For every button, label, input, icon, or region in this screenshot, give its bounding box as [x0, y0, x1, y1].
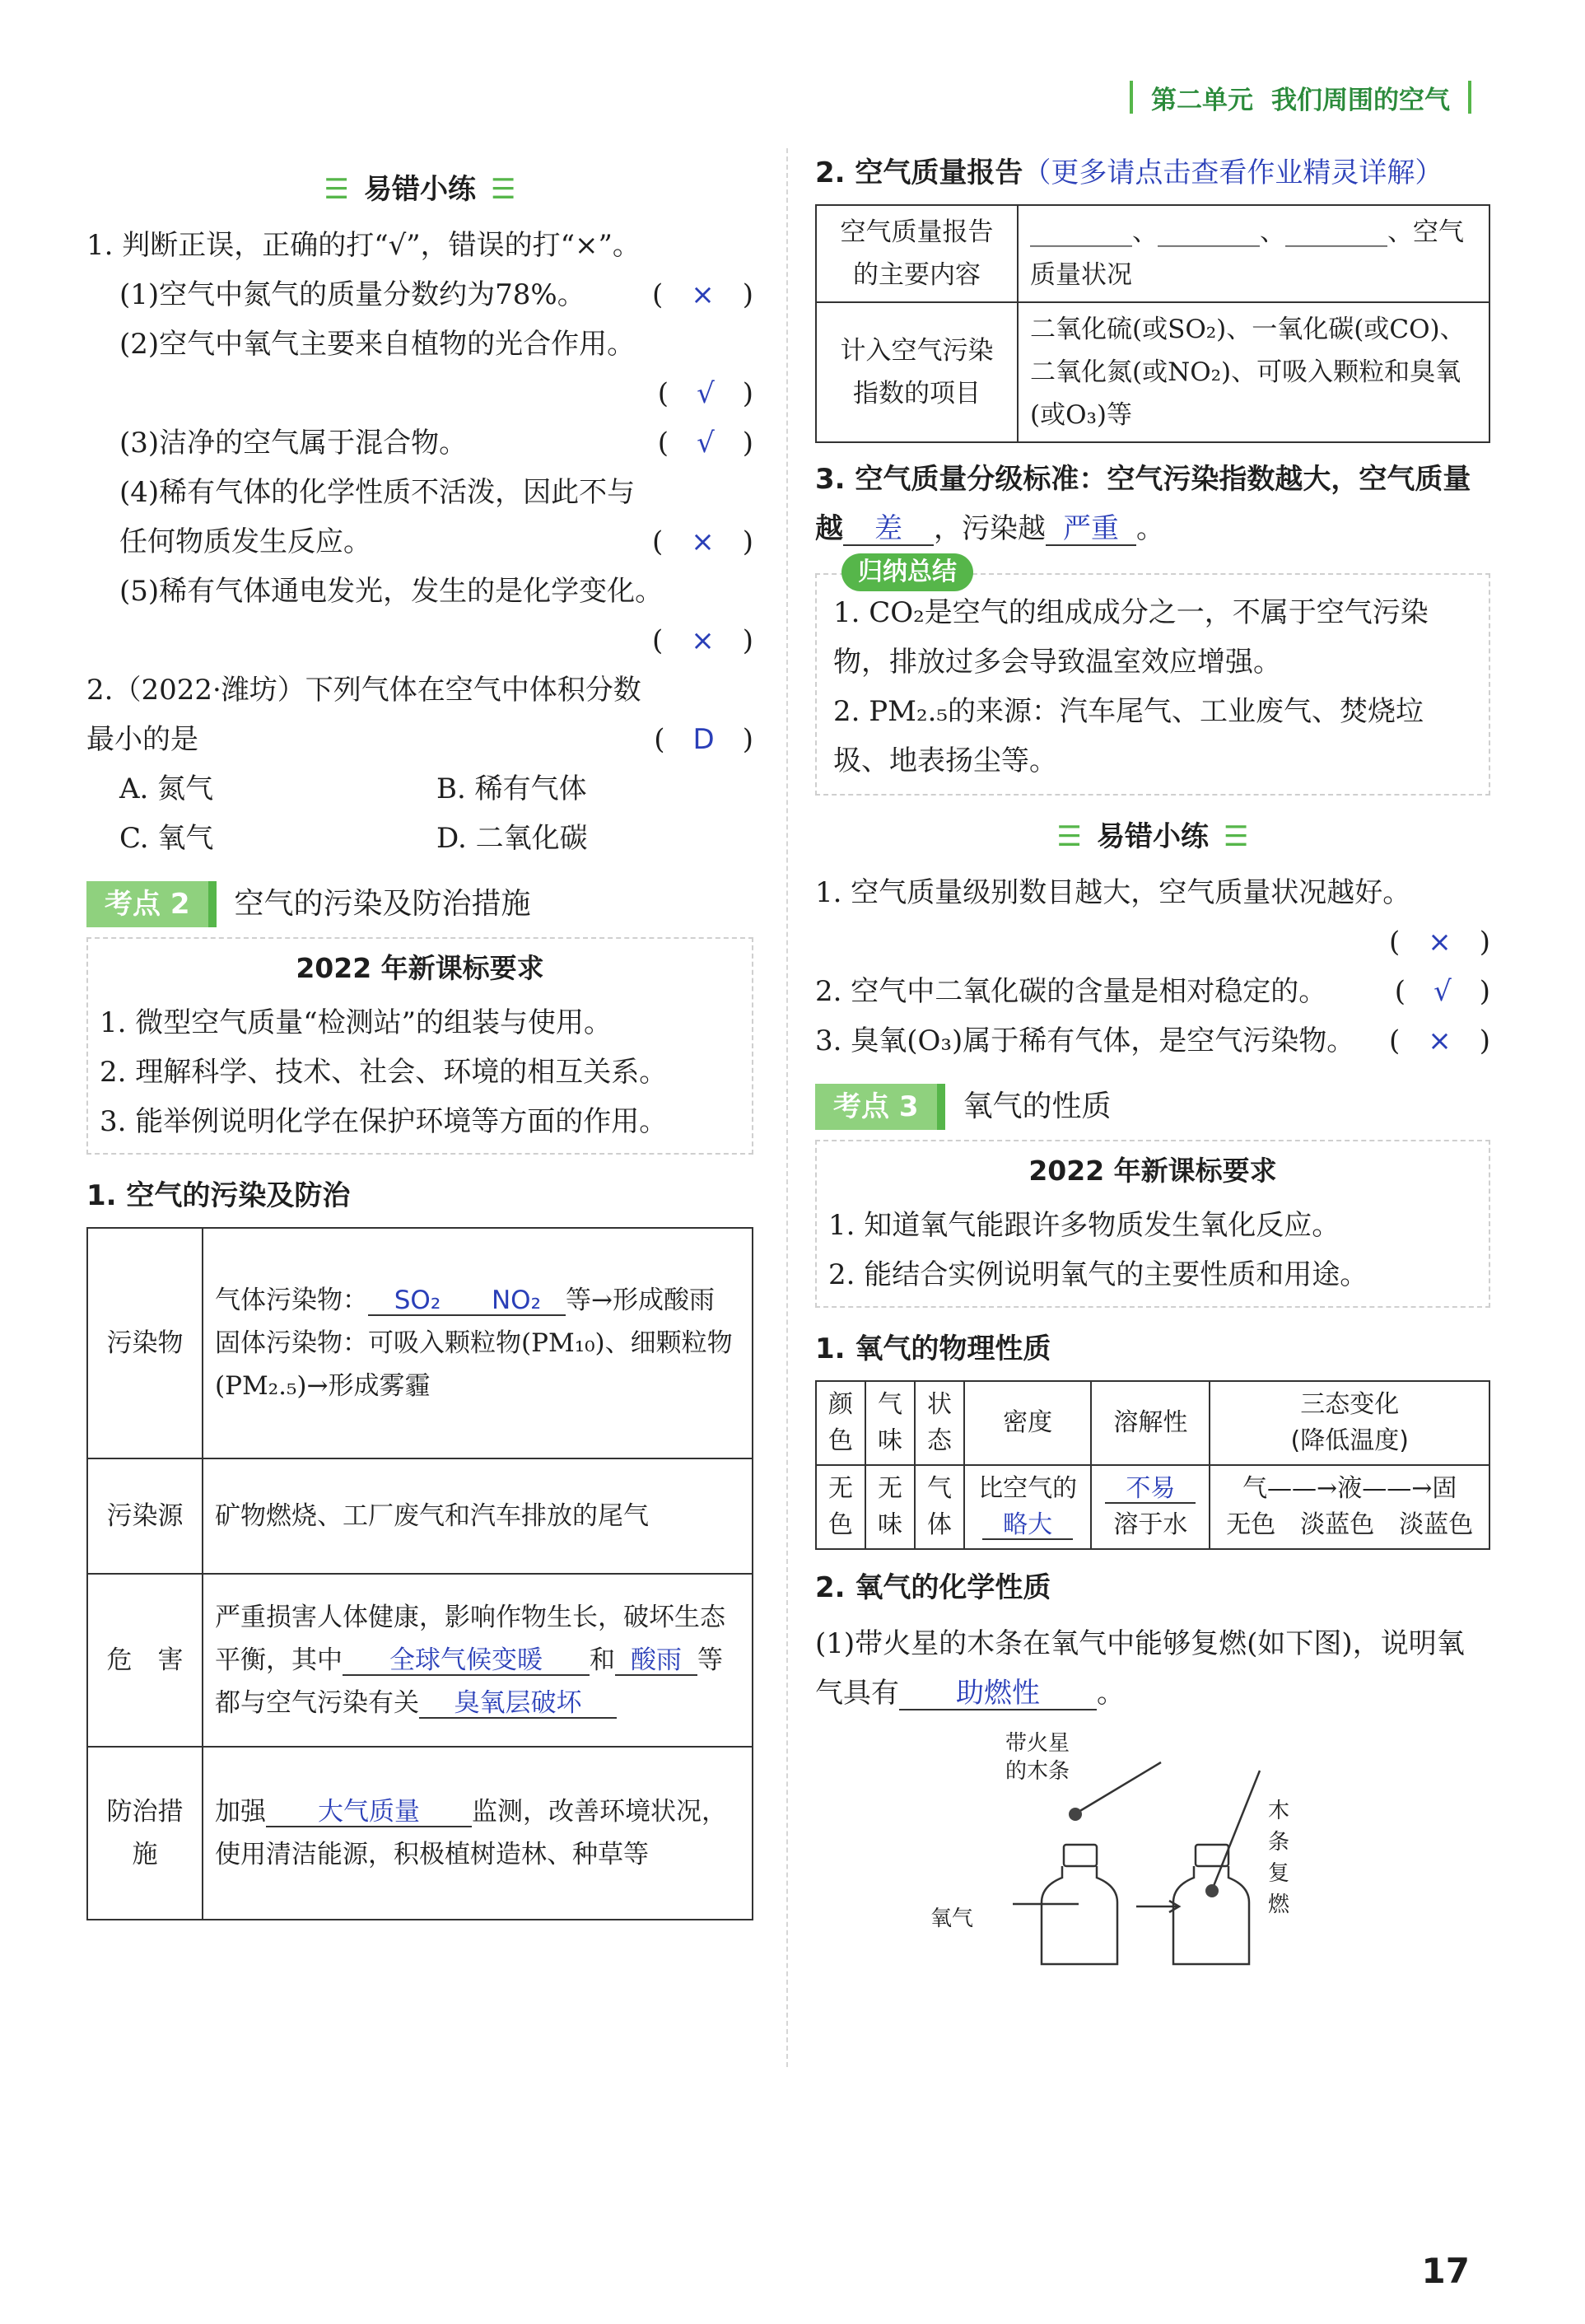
- section-heading: 2. 空气质量报告（更多请点击查看作业精灵详解）: [815, 156, 1443, 189]
- figure-label-relight: 木条复燃: [1268, 1799, 1290, 1917]
- easy2-answer-2: √: [1433, 975, 1452, 1008]
- answer-blank: 差: [843, 514, 934, 546]
- harm-cell: 严重损害人体健康，影响作物生长，破坏生态平衡，其中 全球气候变暖 和 酸雨 等都与空气污染有关 臭氧层破坏: [203, 1574, 753, 1747]
- q2-option-b: B. 稀有气体: [436, 772, 587, 805]
- solubility-cell: 不易 溶于水: [1091, 1465, 1210, 1549]
- answer-blank: 大气质量: [266, 1798, 472, 1827]
- key-point-tag: 考点 2: [86, 881, 217, 927]
- curriculum-requirements-box: [815, 1140, 1490, 1308]
- density-cell: 比空气的 略大: [964, 1465, 1091, 1549]
- table-header-row: [816, 1381, 1489, 1465]
- requirement-item: 1. 知道氧气能跟许多物质发生氧化反应。: [828, 1209, 1340, 1242]
- q1-item-2: (2)空气中氧气主要来自植物的光合作用。: [119, 328, 636, 361]
- row-label: 防治措施: [87, 1747, 203, 1920]
- grading-standard: 3. 空气质量分级标准：空气污染指数越大，空气质量越 差 ，污染越 严重 。: [815, 463, 1471, 545]
- bars-icon: ☰: [491, 173, 516, 206]
- state-change-cell: 气——→液——→固 无色 淡蓝色 淡蓝色: [1210, 1465, 1489, 1549]
- oxygen-experiment-figure: [914, 1729, 1375, 1976]
- table-row: [816, 205, 1489, 302]
- summary-box: [815, 558, 1490, 796]
- easy2-answer-1: ×: [1428, 926, 1452, 959]
- question-1-stem: 1. 判断正误，正确的打“√”，错误的打“×”。: [86, 229, 641, 262]
- section-heading: 1. 氧气的物理性质: [815, 1332, 1051, 1365]
- header-cell: 三态变化 (降低温度): [1210, 1381, 1489, 1465]
- header-cell: 气味: [865, 1381, 915, 1465]
- air-quality-report-table: [815, 204, 1490, 443]
- row-label: 污染源: [87, 1458, 203, 1574]
- header-cell: 状态: [915, 1381, 964, 1465]
- right-column: [815, 148, 1490, 1976]
- key-point-tag: 考点 3: [815, 1084, 945, 1130]
- question-2: 2.（2022·潍坊）下列气体在空气中体积分数最小的是 ( D ): [86, 674, 753, 756]
- left-column: [86, 148, 753, 1920]
- row-label: 危 害: [87, 1574, 203, 1747]
- summary-item: 2. PM₂.₅的来源：汽车尾气、工业废气、焚烧垃圾、地表扬尘等。: [833, 695, 1424, 777]
- header-bar-left: [1130, 81, 1133, 114]
- color-cell: 无色: [816, 1465, 865, 1549]
- report-content-cell: ________、________、________、空气质量状况: [1018, 205, 1489, 302]
- header-cell: 颜色: [816, 1381, 865, 1465]
- q2-option-a: A. 氮气: [119, 772, 214, 805]
- curriculum-requirements-box: [86, 937, 753, 1155]
- requirement-item: 1. 微型空气质量“检测站”的组装与使用。: [100, 1006, 613, 1039]
- requirement-item: 3. 能举例说明化学在保护环境等方面的作用。: [100, 1105, 668, 1138]
- answer-blank: 略大: [982, 1511, 1073, 1540]
- figure-label-stick: 带火星的木条: [1005, 1731, 1070, 1784]
- column-divider: [786, 148, 788, 2067]
- easy2-item-3: 3. 臭氧(O₃)属于稀有气体，是空气污染物。 ( × ): [815, 1024, 1490, 1057]
- unit-label: 第二单元: [1151, 85, 1253, 115]
- summary-item: 1. CO₂是空气的组成成分之一，不属于空气污染物，排放过多会导致温室效应增强。: [833, 596, 1429, 679]
- bars-icon: ☰: [324, 173, 349, 206]
- q2-answer: D: [692, 723, 715, 756]
- answer-blank: NO₂: [467, 1286, 566, 1316]
- row-label: 空气质量报告的主要内容: [816, 205, 1018, 302]
- q1-answer-1: ×: [691, 278, 715, 311]
- easy2-item-1: 1. 空气质量级别数目越大，空气质量状况越好。: [815, 876, 1411, 909]
- pollutants-cell: 气体污染物： SO₂ NO₂ 等→形成酸雨 固体污染物：可吸入颗粒物(PM₁₀)、细颗粒物(PM₂.₅)→形成雾霾: [203, 1228, 753, 1458]
- summary-tag: 归纳总结: [841, 553, 973, 591]
- row-label: 污染物: [87, 1228, 203, 1458]
- bars-icon: ☰: [1056, 820, 1082, 853]
- q1-item-4: (4)稀有气体的化学性质不活泼，因此不与任何物质发生反应。 ( × ): [119, 476, 753, 558]
- requirements-title: 2022 年新课标要求: [296, 952, 544, 984]
- oxygen-physical-table: [815, 1380, 1490, 1550]
- table-row: [87, 1458, 753, 1574]
- table-row: [87, 1228, 753, 1458]
- key-point-title: 氧气的性质: [963, 1090, 1112, 1123]
- smell-cell: 无味: [865, 1465, 915, 1549]
- detail-link[interactable]: （更多请点击查看作业精灵详解）: [1023, 156, 1443, 189]
- key-point-title: 空气的污染及防治措施: [234, 887, 531, 921]
- key-point-3-header: [815, 1082, 1490, 1132]
- row-label: 计入空气污染指数的项目: [816, 302, 1018, 442]
- requirement-item: 2. 能结合实例说明氧气的主要性质和用途。: [828, 1258, 1368, 1291]
- easy-practice-title: ☰ 易错小练 ☰: [1056, 820, 1249, 853]
- measures-cell: 加强 大气质量 监测，改善环境状况，使用清洁能源，积极植树造林、种草等: [203, 1747, 753, 1920]
- table-row: [87, 1747, 753, 1920]
- table-row: [816, 302, 1489, 442]
- q2-option-d: D. 二氧化碳: [436, 822, 588, 855]
- page-number: 17: [1421, 2251, 1470, 2291]
- q1-answer-5: ×: [691, 624, 715, 657]
- table-row: [87, 1574, 753, 1747]
- header-cell: 溶解性: [1091, 1381, 1210, 1465]
- q1-item-1: (1)空气中氮气的质量分数约为78%。 ( × ): [119, 278, 753, 311]
- answer-blank: SO₂: [368, 1286, 467, 1316]
- header-bar-right: [1468, 81, 1471, 114]
- q1-item-2-paren: ( √ ): [657, 377, 753, 410]
- easy2-item-1-paren: ( × ): [1388, 926, 1490, 959]
- figure-label-oxygen: 氧气: [930, 1906, 974, 1931]
- easy-practice-title: ☰ 易错小练 ☰: [324, 173, 516, 206]
- answer-blank: 全球气候变暖: [343, 1646, 590, 1676]
- answer-blank: 严重: [1046, 514, 1136, 546]
- section-heading: 1. 空气的污染及防治: [86, 1179, 351, 1212]
- q2-option-c: C. 氧气: [119, 822, 214, 855]
- easy2-item-2: 2. 空气中二氧化碳的含量是相对稳定的。 ( √ ): [815, 975, 1490, 1008]
- chem-property-1: (1)带火星的木条在氧气中能够复燃(如下图)，说明氧气具有 助燃性 。: [815, 1627, 1465, 1710]
- q1-answer-3: √: [697, 427, 715, 460]
- answer-blank: 臭氧层破坏: [419, 1689, 617, 1719]
- answer-blank: 助燃性: [899, 1678, 1097, 1710]
- header-cell: 密度: [964, 1381, 1091, 1465]
- q1-item-5-paren: ( × ): [651, 624, 753, 657]
- bottles-drawing: [914, 1729, 1375, 1976]
- q2-options: [86, 764, 753, 863]
- answer-blank: 酸雨: [615, 1646, 697, 1676]
- q1-answer-4: ×: [691, 525, 715, 558]
- page-header: [1130, 76, 1471, 119]
- bars-icon: ☰: [1224, 820, 1249, 853]
- requirements-title: 2022 年新课标要求: [1028, 1155, 1277, 1187]
- unit-title: 我们周围的空气: [1271, 85, 1450, 115]
- q1-answer-2: √: [697, 377, 715, 410]
- requirement-item: 2. 理解科学、技术、社会、环境的相互关系。: [100, 1056, 668, 1089]
- key-point-2-header: [86, 880, 753, 929]
- table-row: [816, 1465, 1489, 1549]
- q1-item-5: (5)稀有气体通电发光，发生的是化学变化。: [119, 575, 664, 608]
- easy2-answer-3: ×: [1428, 1024, 1452, 1057]
- sources-cell: 矿物燃烧、工厂废气和汽车排放的尾气: [203, 1458, 753, 1574]
- answer-blank: 不易: [1105, 1475, 1196, 1504]
- report-items-cell: 二氧化硫(或SO₂)、一氧化碳(或CO)、二氧化氮(或NO₂)、可吸入颗粒和臭氧(或O₃)等: [1018, 302, 1489, 442]
- state-cell: 气体: [915, 1465, 964, 1549]
- section-heading: 2. 氧气的化学性质: [815, 1571, 1051, 1604]
- pollution-table: [86, 1227, 753, 1920]
- q1-item-3: (3)洁净的空气属于混合物。 ( √ ): [119, 427, 753, 460]
